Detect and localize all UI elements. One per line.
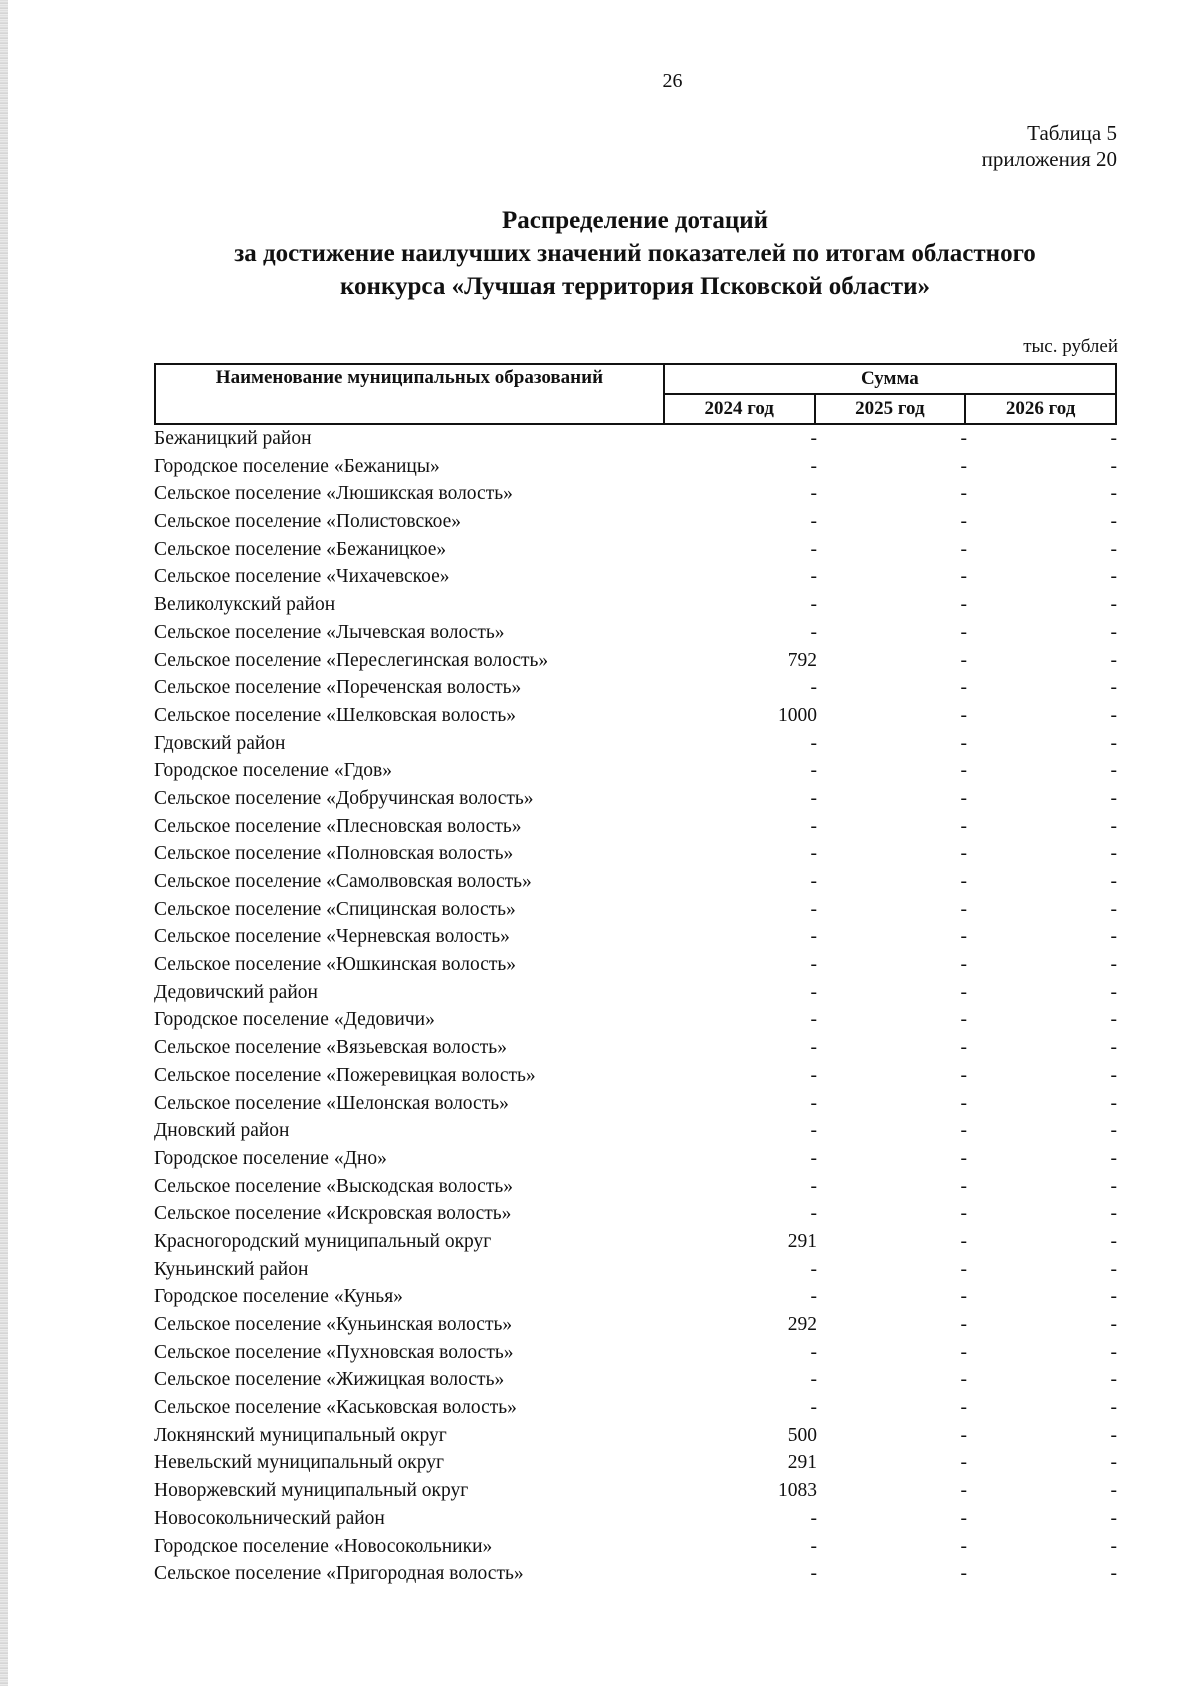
- page-number: 26: [662, 70, 683, 92]
- value-2024: -: [810, 1535, 817, 1557]
- municipality-name: Сельское поселение «Лычевская волость»: [154, 621, 505, 643]
- table-row: [154, 702, 1117, 730]
- title-line2: за достижение наилучших значений показателей по итогам областного: [234, 240, 1036, 267]
- value-2026: -: [1110, 1369, 1117, 1391]
- value-2025: -: [960, 1286, 967, 1308]
- value-2026: -: [1110, 1009, 1117, 1031]
- value-2025: -: [960, 566, 967, 588]
- table-row: [154, 1173, 1117, 1201]
- municipality-name: Новосокольнический район: [154, 1507, 385, 1529]
- value-2024: -: [810, 621, 817, 643]
- municipality-name: Сельское поселение «Пухновская волость»: [154, 1341, 514, 1363]
- value-2026: -: [1110, 594, 1117, 616]
- value-2026: -: [1110, 538, 1117, 560]
- table-row: [154, 1006, 1117, 1034]
- value-2024: -: [810, 871, 817, 892]
- table-row: [154, 785, 1117, 813]
- value-2024: -: [810, 732, 817, 754]
- value-2026: -: [1110, 1314, 1117, 1335]
- value-2025: -: [960, 1037, 967, 1059]
- value-2026: -: [1110, 483, 1117, 505]
- value-2025: -: [960, 1064, 967, 1086]
- header-year-2026: 2026 год: [965, 394, 1116, 424]
- municipality-name: Сельское поселение «Плесновская волость»: [154, 815, 522, 837]
- table-row: [154, 1228, 1117, 1256]
- value-2025: -: [960, 1092, 967, 1114]
- value-2026: -: [1110, 1258, 1117, 1280]
- value-2026: -: [1110, 732, 1117, 754]
- value-2026: -: [1110, 1341, 1117, 1363]
- value-2024: -: [810, 898, 817, 920]
- value-2025: -: [960, 1230, 967, 1252]
- value-2026: -: [1110, 1064, 1117, 1086]
- value-2025: -: [960, 1258, 967, 1280]
- value-2025: -: [960, 649, 967, 671]
- value-2025: -: [960, 1563, 967, 1585]
- municipality-name: Сельское поселение «Черневская волость»: [154, 926, 510, 948]
- value-2024: -: [810, 843, 817, 865]
- value-2026: -: [1110, 954, 1117, 976]
- header-name: Наименование муниципальных образований: [155, 364, 664, 424]
- table-row: [154, 1477, 1117, 1505]
- value-2025: -: [960, 926, 967, 948]
- value-2026: -: [1110, 787, 1117, 809]
- value-2024: -: [810, 787, 817, 809]
- value-2024: -: [810, 594, 817, 616]
- municipality-name: Сельское поселение «Чихачевское»: [154, 566, 450, 588]
- value-2024: -: [810, 981, 817, 1003]
- value-2024: -: [810, 1563, 817, 1585]
- municipality-name: Сельское поселение «Искровская волость»: [154, 1203, 512, 1225]
- table-row: [154, 1339, 1117, 1367]
- value-2026: -: [1110, 1092, 1117, 1114]
- value-2025: -: [960, 732, 967, 754]
- municipality-name: Куньинский район: [154, 1258, 309, 1280]
- table-row: [154, 1034, 1117, 1062]
- municipality-name: Дновский район: [154, 1120, 290, 1142]
- value-2026: -: [1110, 926, 1117, 948]
- value-2024: -: [810, 1037, 817, 1059]
- value-2026: -: [1110, 981, 1117, 1003]
- table-row: [154, 619, 1117, 647]
- value-2026: -: [1110, 760, 1117, 782]
- municipality-name: Гдовский район: [154, 732, 286, 754]
- value-2025: -: [960, 511, 967, 533]
- value-2026: -: [1110, 704, 1117, 726]
- table-row: [154, 951, 1117, 979]
- municipality-name: Сельское поселение «Добручинская волость»: [154, 787, 534, 809]
- value-2026: -: [1110, 1037, 1117, 1059]
- value-2025: -: [960, 1507, 967, 1529]
- table-row: [154, 1062, 1117, 1090]
- value-2025: -: [960, 1535, 967, 1557]
- value-2024: -: [810, 1286, 817, 1308]
- value-2025: -: [960, 1341, 967, 1363]
- table-header: [154, 363, 1117, 425]
- municipality-name: Сельское поселение «Куньинская волость»: [154, 1314, 513, 1335]
- municipality-name: Великолукский район: [154, 594, 336, 616]
- value-2025: -: [960, 538, 967, 560]
- value-2025: -: [960, 621, 967, 643]
- table-row: [154, 979, 1117, 1007]
- value-2024: -: [810, 1397, 817, 1419]
- table-row: [154, 1283, 1117, 1311]
- document-title: [150, 204, 1120, 303]
- municipality-name: Сельское поселение «Каськовская волость»: [154, 1397, 517, 1419]
- municipality-name: Сельское поселение «Пореченская волость»: [154, 677, 522, 699]
- value-2024: -: [810, 926, 817, 948]
- table-row: [154, 1560, 1117, 1588]
- table-row: [154, 1311, 1117, 1339]
- value-2026: -: [1110, 1563, 1117, 1585]
- value-2024: 291: [787, 1230, 817, 1252]
- value-2025: -: [960, 1203, 967, 1225]
- table-row: [154, 647, 1117, 675]
- value-2026: -: [1110, 455, 1117, 477]
- value-2025: -: [960, 1314, 967, 1335]
- value-2025: -: [960, 428, 967, 449]
- municipality-name: Городское поселение «Бежаницы»: [154, 455, 440, 477]
- value-2024: -: [810, 1009, 817, 1031]
- municipality-name: Невельский муниципальный округ: [154, 1452, 445, 1474]
- value-2024: -: [810, 1258, 817, 1280]
- value-2024: -: [810, 511, 817, 533]
- value-2024: 1083: [778, 1480, 817, 1502]
- value-2025: -: [960, 1397, 967, 1419]
- value-2025: -: [960, 483, 967, 505]
- value-2026: -: [1110, 566, 1117, 588]
- municipality-name: Городское поселение «Дедовичи»: [154, 1009, 435, 1031]
- scan-edge-artifact: [0, 0, 8, 1686]
- value-2024: -: [810, 677, 817, 699]
- municipality-name: Бежаницкий район: [154, 428, 312, 449]
- municipality-name: Городское поселение «Дно»: [154, 1147, 387, 1169]
- value-2025: -: [960, 787, 967, 809]
- municipality-name: Сельское поселение «Самолвовская волость»: [154, 871, 532, 892]
- table-row: [154, 1366, 1117, 1394]
- value-2026: -: [1110, 1397, 1117, 1419]
- municipality-name: Сельское поселение «Юшкинская волость»: [154, 954, 517, 976]
- table-ref-line2: приложения 20: [981, 147, 1117, 171]
- table-row: [154, 757, 1117, 785]
- value-2026: -: [1110, 1535, 1117, 1557]
- value-2025: -: [960, 1175, 967, 1197]
- value-2024: -: [810, 428, 817, 449]
- value-2025: -: [960, 760, 967, 782]
- municipality-name: Новоржевский муниципальный округ: [154, 1480, 469, 1502]
- table-row: [154, 1422, 1117, 1450]
- value-2024: 500: [787, 1424, 817, 1446]
- value-2024: -: [810, 483, 817, 505]
- value-2025: -: [960, 594, 967, 616]
- municipality-name: Сельское поселение «Спицинская волость»: [154, 898, 516, 920]
- value-2026: -: [1110, 1147, 1117, 1169]
- value-2025: -: [960, 954, 967, 976]
- header-year-2025: 2025 год: [815, 394, 966, 424]
- value-2026: -: [1110, 511, 1117, 533]
- table-body: [154, 425, 1117, 1588]
- table-row: [154, 1533, 1117, 1561]
- table-row: [154, 1200, 1117, 1228]
- table-row: [154, 1256, 1117, 1284]
- table-ref-line1: Таблица 5: [1027, 121, 1117, 145]
- header-year-2024: 2024 год: [664, 394, 815, 424]
- value-2024: -: [810, 1120, 817, 1142]
- value-2024: -: [810, 1507, 817, 1529]
- value-2024: -: [810, 1341, 817, 1363]
- municipality-name: Сельское поселение «Шелонская волость»: [154, 1092, 509, 1114]
- table-row: [154, 453, 1117, 481]
- value-2024: -: [810, 1092, 817, 1114]
- table-row: [154, 1505, 1117, 1533]
- table-row: [154, 923, 1117, 951]
- value-2025: -: [960, 704, 967, 726]
- value-2025: -: [960, 1147, 967, 1169]
- value-2024: 792: [787, 649, 817, 671]
- municipality-name: Сельское поселение «Люшикская волость»: [154, 483, 513, 505]
- value-2026: -: [1110, 649, 1117, 671]
- table-row: [154, 730, 1117, 758]
- value-2025: -: [960, 1424, 967, 1446]
- municipality-name: Городское поселение «Новосокольники»: [154, 1535, 493, 1557]
- table-row: [154, 674, 1117, 702]
- value-2026: -: [1110, 1286, 1117, 1308]
- municipality-name: Городское поселение «Гдов»: [154, 760, 393, 782]
- municipality-name: Городское поселение «Кунья»: [154, 1286, 403, 1308]
- municipality-name: Сельское поселение «Вязьевская волость»: [154, 1037, 507, 1059]
- table-row: [154, 1090, 1117, 1118]
- municipality-name: Красногородский муниципальный округ: [154, 1230, 492, 1252]
- header-sum: Сумма: [664, 364, 1116, 394]
- table-row: [154, 508, 1117, 536]
- table-row: [154, 840, 1117, 868]
- value-2026: -: [1110, 1120, 1117, 1142]
- value-2025: -: [960, 1009, 967, 1031]
- municipality-name: Сельское поселение «Шелковская волость»: [154, 704, 517, 726]
- value-2025: -: [960, 455, 967, 477]
- municipality-name: Сельское поселение «Жижицкая волость»: [154, 1369, 505, 1391]
- value-2024: -: [810, 954, 817, 976]
- municipality-name: Сельское поселение «Полистовское»: [154, 511, 461, 533]
- value-2025: -: [960, 677, 967, 699]
- table-row: [154, 1449, 1117, 1477]
- municipality-name: Сельское поселение «Выскодская волость»: [154, 1175, 513, 1197]
- value-2025: -: [960, 815, 967, 837]
- value-2024: -: [810, 760, 817, 782]
- municipality-name: Сельское поселение «Бежаницкое»: [154, 538, 447, 560]
- value-2024: -: [810, 1147, 817, 1169]
- value-2024: -: [810, 455, 817, 477]
- value-2024: 292: [787, 1314, 817, 1335]
- value-2024: -: [810, 815, 817, 837]
- table-row: [154, 1117, 1117, 1145]
- value-2025: -: [960, 843, 967, 865]
- municipality-name: Сельское поселение «Переслегинская волость»: [154, 649, 549, 671]
- value-2026: -: [1110, 1507, 1117, 1529]
- municipality-name: Локнянский муниципальный округ: [154, 1424, 447, 1446]
- value-2026: -: [1110, 815, 1117, 837]
- value-2024: 1000: [778, 704, 817, 726]
- value-2025: -: [960, 1369, 967, 1391]
- value-2025: -: [960, 871, 967, 892]
- value-2025: -: [960, 1480, 967, 1502]
- table-row: [154, 1394, 1117, 1422]
- table-row: [154, 425, 1117, 453]
- value-2026: -: [1110, 1175, 1117, 1197]
- value-2024: -: [810, 538, 817, 560]
- value-2026: -: [1110, 1203, 1117, 1225]
- value-2024: -: [810, 1369, 817, 1391]
- municipality-name: Сельское поселение «Полновская волость»: [154, 843, 514, 865]
- value-2026: -: [1110, 428, 1117, 449]
- value-2025: -: [960, 898, 967, 920]
- units-label: тыс. рублей: [1023, 336, 1118, 357]
- value-2024: -: [810, 1175, 817, 1197]
- table-row: [154, 563, 1117, 591]
- value-2025: -: [960, 1452, 967, 1474]
- municipality-name: Сельское поселение «Пожеревицкая волость»: [154, 1064, 536, 1086]
- value-2024: -: [810, 1203, 817, 1225]
- value-2026: -: [1110, 871, 1117, 892]
- value-2026: -: [1110, 843, 1117, 865]
- value-2024: -: [810, 566, 817, 588]
- value-2026: -: [1110, 1424, 1117, 1446]
- value-2026: -: [1110, 621, 1117, 643]
- value-2024: -: [810, 1064, 817, 1086]
- value-2026: -: [1110, 1480, 1117, 1502]
- table-row: [154, 591, 1117, 619]
- title-line1: Распределение дотаций: [501, 207, 769, 234]
- value-2024: 291: [787, 1452, 817, 1474]
- table-reference: [982, 120, 1117, 172]
- title-line3: конкурса «Лучшая территория Псковской области»: [339, 273, 930, 300]
- table-row: [154, 813, 1117, 841]
- value-2025: -: [960, 1120, 967, 1142]
- value-2026: -: [1110, 898, 1117, 920]
- table-row: [154, 896, 1117, 924]
- value-2026: -: [1110, 677, 1117, 699]
- municipality-name: Дедовичский район: [154, 981, 318, 1003]
- value-2026: -: [1110, 1452, 1117, 1474]
- value-2025: -: [960, 981, 967, 1003]
- value-2026: -: [1110, 1230, 1117, 1252]
- table-row: [154, 1145, 1117, 1173]
- table-row: [154, 480, 1117, 508]
- municipality-name: Сельское поселение «Пригородная волость»: [154, 1563, 524, 1585]
- table-row: [154, 536, 1117, 564]
- table-row: [154, 868, 1117, 896]
